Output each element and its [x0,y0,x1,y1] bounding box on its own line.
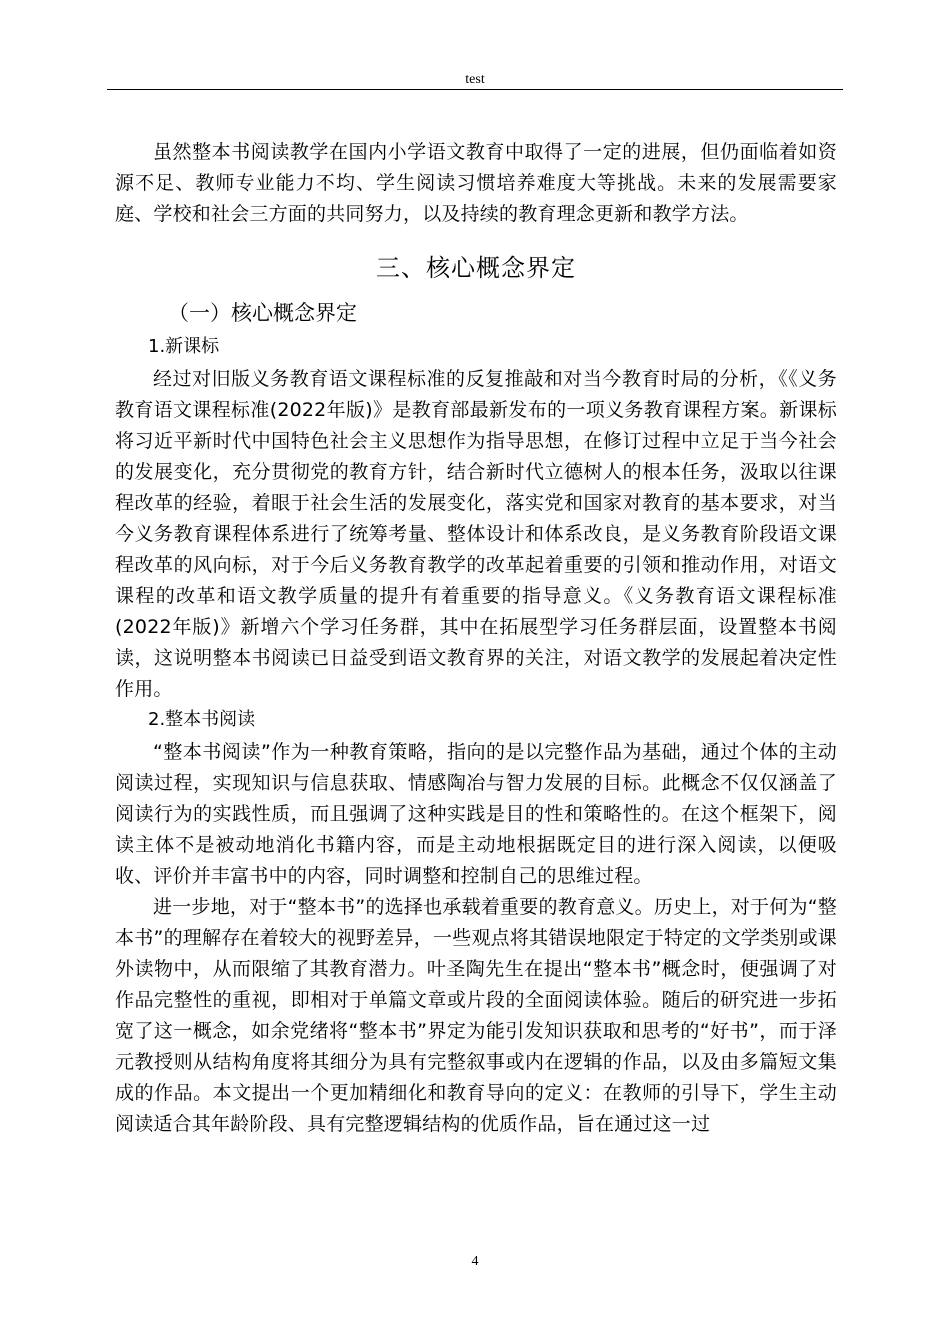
new-curriculum-paragraph: 经过对旧版义务教育语文课程标准的反复推敲和对当今教育时局的分析，《《义务教育语文课程标准(2022年版)》是教育部最新发布的一项义务教育课程方案。新课标将习近平新时代中国特色社会主义思想作为指导思想，在修订过程中立足于当今社会的发展变化，充分贯彻党的教育方针，结合新时代立德树人的根本任务，汲取以往课程改革的经验，着眼于社会生活的发展变化，落实党和国家对教育的基本要求，对当今义务教育课程体系进行了统筹考量、整体设计和体系改良，是义务教育阶段语文课程改革的风向标，对于今后义务教育教学的改革起着重要的引领和推动作用，对语文课程的改革和语文教学质量的提升有着重要的指导意义。《义务教育语文课程标准(2022年版)》新增六个学习任务群，其中在拓展型学习任务群层面，设置整本书阅读，这说明整本书阅读已日益受到语文教育界的关注，对语文教学的发展起着决定性作用。 [115,368,837,700]
whole-book-reading-paragraph-1: “整本书阅读”作为一种教育策略，指向的是以完整作品为基础，通过个体的主动阅读过程，实现知识与信息获取、情感陶冶与智力发展的目标。此概念不仅仅涵盖了阅读行为的实践性质，而且强调了这种实践是目的性和策略性的。在这个框架下，阅读主体不是被动地消化书籍内容，而是主动地根据既定目的进行深入阅读，以便吸收、评价并丰富书中的内容，同时调整和控制自己的思维过程。 [115,741,837,887]
header-divider [107,89,843,90]
page-body [115,137,837,1140]
section-title: 三、核心概念界定 [376,254,576,282]
page-header-title: test [465,72,485,87]
concept-heading-new-curriculum: 1.新课标 [148,336,220,357]
intro-paragraph: 虽然整本书阅读教学在国内小学语文教育中取得了一定的进展，但仍面临着如资源不足、教师专业能力不均、学生阅读习惯培养难度大等挑战。未来的发展需要家庭、学校和社会三方面的共同努力，以及持续的教育理念更新和教学方法。 [115,141,837,225]
concept-heading-whole-book-reading: 2.整本书阅读 [148,709,256,730]
whole-book-reading-paragraph-2: 进一步地，对于“整本书”的选择也承载着重要的教育意义。历史上，对于何为“整本书”的理解存在着较大的视野差异，一些观点将其错误地限定于特定的文学类别或课外读物中，从而限缩了其教育潜力。叶圣陶先生在提出“整本书”概念时，便强调了对作品完整性的重视，即相对于单篇文章或片段的全面阅读体验。随后的研究进一步拓宽了这一概念，如余党绪将“整本书”界定为能引发知识获取和思考的“好书”，而于泽元教授则从结构角度将其细分为具有完整叙事或内在逻辑的作品，以及由多篇短文集成的作品。本文提出一个更加精细化和教育导向的定义：在教师的引导下，学生主动阅读适合其年龄阶段、具有完整逻辑结构的优质作品，旨在通过这一过 [115,896,837,1135]
page-number: 4 [471,1254,479,1269]
subsection-title: （一）核心概念界定 [168,301,357,325]
